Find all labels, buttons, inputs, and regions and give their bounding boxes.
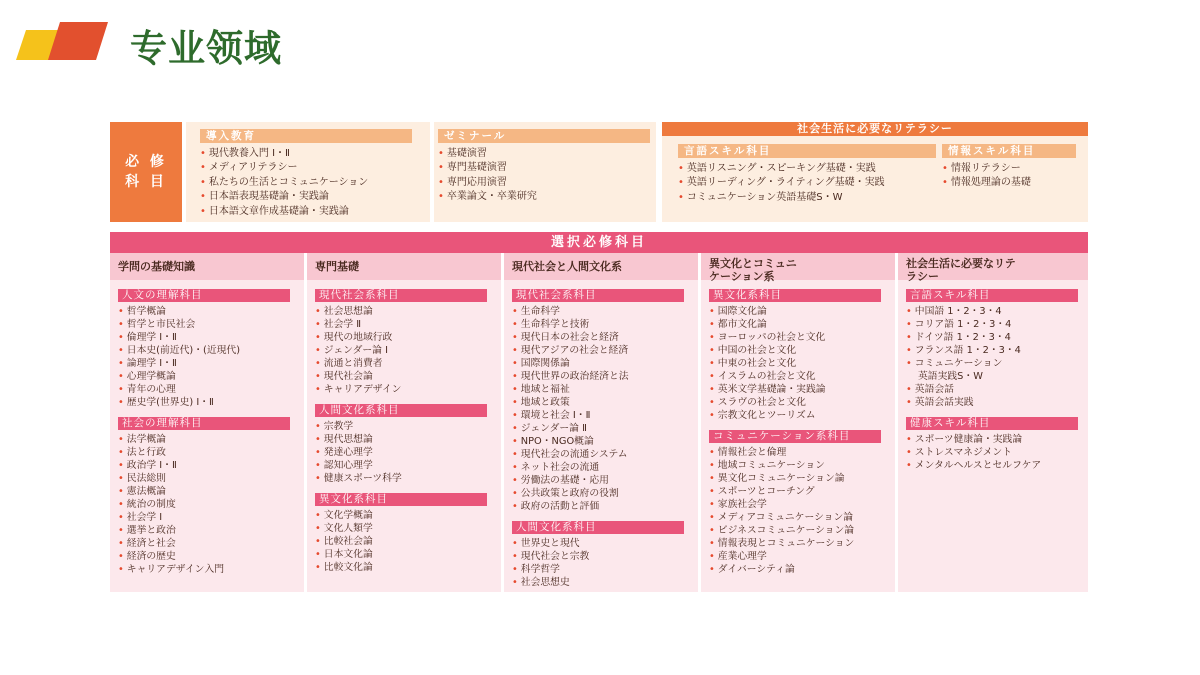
list-item: • ストレスマネジメント: [906, 446, 1088, 459]
list-item: • 世界史と現代: [512, 537, 698, 550]
list-item: • 日本語文章作成基礎論・実践論: [200, 205, 430, 219]
list-item: • 情報処理論の基礎: [942, 176, 1076, 190]
info-skill-group: [942, 144, 1076, 191]
group-heading: 健康スキル科目: [906, 417, 1078, 430]
list-item: • 公共政策と政府の役割: [512, 487, 698, 500]
group-heading: 異文化系科目: [315, 493, 487, 506]
list-item: • 情報表現とコミュニケーション: [709, 537, 895, 550]
list-item: • 私たちの生活とコミュニケーション: [200, 176, 430, 190]
list-item: • 英語会話実践: [906, 396, 1088, 409]
list-item: • 日本文化論: [315, 548, 501, 561]
elective-column-literacy: [898, 253, 1088, 592]
seminar-box: [434, 122, 656, 222]
list-item: • 宗教学: [315, 420, 501, 433]
list-item: • ドイツ語 1・2・3・4: [906, 331, 1088, 344]
list-item: • コミュニケーション: [906, 357, 1088, 370]
list-item: • 労働法の基礎・応用: [512, 474, 698, 487]
list-item: • 地域と福祉: [512, 383, 698, 396]
list-item: • 法学概論: [118, 433, 304, 446]
list-item: • 英語会話: [906, 383, 1088, 396]
list-item: • 憲法概論: [118, 485, 304, 498]
group-heading: 現代社会系科目: [512, 289, 684, 302]
group-list: [512, 305, 698, 513]
list-item: • スポーツ健康論・実践論: [906, 433, 1088, 446]
list-item: • キャリアデザイン: [315, 383, 501, 396]
intro-list: [200, 147, 430, 219]
list-item: • NPO・NGO概論: [512, 435, 698, 448]
list-item: • 中東の社会と文化: [709, 357, 895, 370]
group-list: [906, 433, 1088, 472]
list-item: • 選挙と政治: [118, 524, 304, 537]
list-item: • 政府の活動と評価: [512, 500, 698, 513]
list-item: • 心理学概論: [118, 370, 304, 383]
list-item: • 現代社会と宗教: [512, 550, 698, 563]
column-title: 異文化とコミュニケーション系: [701, 253, 895, 280]
list-item: • 国際文化論: [709, 305, 895, 318]
list-item: • 英語リスニング・スピーキング基礎・実践: [678, 162, 936, 176]
list-item: • 経済と社会: [118, 537, 304, 550]
list-item: • 現代思想論: [315, 433, 501, 446]
list-item: • 哲学概論: [118, 305, 304, 318]
list-item: • 論理学 Ⅰ・Ⅱ: [118, 357, 304, 370]
list-item: • 認知心理学: [315, 459, 501, 472]
list-item: • 健康スポーツ科学: [315, 472, 501, 485]
language-skill-list: [678, 162, 936, 205]
list-item: • 歴史学(世界史) Ⅰ・Ⅱ: [118, 396, 304, 409]
list-item: • 地域コミュニケーション: [709, 459, 895, 472]
intro-box: [186, 122, 430, 222]
logo-icon: [16, 22, 108, 62]
elective-heading: 選択必修科目: [110, 232, 1088, 253]
list-item: • 情報社会と倫理: [709, 446, 895, 459]
list-item: • 青年の心理: [118, 383, 304, 396]
list-item: • 社会思想論: [315, 305, 501, 318]
list-item: • 科学哲学: [512, 563, 698, 576]
list-item: • 都市文化論: [709, 318, 895, 331]
elective-column-society-culture: [504, 253, 698, 592]
list-item: • 比較文化論: [315, 561, 501, 574]
list-item: • 地域と政策: [512, 396, 698, 409]
required-label-line1: 必 修: [125, 154, 167, 170]
list-item: • 現代社会論: [315, 370, 501, 383]
group-heading: 現代社会系科目: [315, 289, 487, 302]
group-heading: コミュニケーション系科目: [709, 430, 881, 443]
curriculum-table: [110, 122, 1088, 592]
list-item: • 現代教養入門 Ⅰ・Ⅱ: [200, 147, 430, 161]
list-item: • ジェンダー論 Ⅰ: [315, 344, 501, 357]
list-item: • キャリアデザイン入門: [118, 563, 304, 576]
list-item: • 基礎演習: [438, 147, 656, 161]
group-list: [315, 305, 501, 396]
list-item: • 日本語表現基礎論・実践論: [200, 190, 430, 204]
list-item: • 民法総則: [118, 472, 304, 485]
literacy-box: [662, 136, 1088, 222]
list-item: • 情報リテラシー: [942, 162, 1076, 176]
list-item: • 中国語 1・2・3・4: [906, 305, 1088, 318]
list-item: • コミュニケーション英語基礎S・W: [678, 191, 936, 205]
list-item: • 統治の制度: [118, 498, 304, 511]
elective-column-intercultural: [701, 253, 895, 592]
list-item: • 生命科学: [512, 305, 698, 318]
column-title: 社会生活に必要なリテラシー: [898, 253, 1088, 280]
group-list: [709, 446, 895, 576]
list-item: • 社会思想史: [512, 576, 698, 589]
list-item: • 卒業論文・卒業研究: [438, 190, 656, 204]
literacy-heading: 社会生活に必要なリテラシー: [662, 122, 1088, 136]
group-list: [118, 433, 304, 576]
list-item: • 英語リーディング・ライティング基礎・実践: [678, 176, 936, 190]
group-heading: 人間文化系科目: [315, 404, 487, 417]
list-item: • 宗教文化とツーリズム: [709, 409, 895, 422]
list-item: • 社会学 Ⅰ: [118, 511, 304, 524]
seminar-heading: ゼミナール: [438, 129, 650, 143]
list-item: • メンタルヘルスとセルフケア: [906, 459, 1088, 472]
list-item: • 国際関係論: [512, 357, 698, 370]
list-item: • 経済の歴史: [118, 550, 304, 563]
group-heading: 人文の理解科目: [118, 289, 290, 302]
list-item: • イスラムの社会と文化: [709, 370, 895, 383]
language-skill-heading: 言語スキル科目: [678, 144, 936, 158]
list-item: • 現代社会の流通システム: [512, 448, 698, 461]
list-item: • 文化人類学: [315, 522, 501, 535]
list-item: • 現代アジアの社会と経済: [512, 344, 698, 357]
group-list: [315, 509, 501, 574]
list-item: • メディアコミュニケーション論: [709, 511, 895, 524]
list-item: • 専門基礎演習: [438, 161, 656, 175]
list-item: • 環境と社会 Ⅰ・Ⅱ: [512, 409, 698, 422]
column-title: 専門基礎: [307, 253, 501, 280]
group-list: [709, 305, 895, 422]
list-item: • 現代の地域行政: [315, 331, 501, 344]
list-item: 英語実践S・W: [918, 371, 983, 382]
column-title: 現代社会と人間文化系: [504, 253, 698, 280]
list-item: • 専門応用演習: [438, 176, 656, 190]
list-item: • 文化学概論: [315, 509, 501, 522]
list-item: • 産業心理学: [709, 550, 895, 563]
intro-heading: 導入教育: [200, 129, 412, 143]
group-list: [906, 305, 1088, 409]
list-item: • 中国の社会と文化: [709, 344, 895, 357]
elective-column-basic: [110, 253, 304, 592]
list-item: • フランス語 1・2・3・4: [906, 344, 1088, 357]
group-heading: 言語スキル科目: [906, 289, 1078, 302]
list-item: • ダイバーシティ論: [709, 563, 895, 576]
list-item: • 異文化コミュニケーション論: [709, 472, 895, 485]
list-item: • 比較社会論: [315, 535, 501, 548]
list-item: • 社会学 Ⅱ: [315, 318, 501, 331]
list-item: • ビジネスコミュニケーション論: [709, 524, 895, 537]
list-item: • 日本史(前近代)・(近現代): [118, 344, 304, 357]
page-title: 专业领域: [130, 26, 282, 70]
list-item: • 生命科学と技術: [512, 318, 698, 331]
list-item: • スラヴの社会と文化: [709, 396, 895, 409]
list-item: • 現代日本の社会と経済: [512, 331, 698, 344]
group-list: [118, 305, 304, 409]
list-item: • コリア語 1・2・3・4: [906, 318, 1088, 331]
group-heading: 人間文化系科目: [512, 521, 684, 534]
elective-column-specialty: [307, 253, 501, 592]
list-item: • 発達心理学: [315, 446, 501, 459]
list-item: • 英米文学基礎論・実践論: [709, 383, 895, 396]
language-skill-group: [678, 144, 936, 205]
list-item: • 法と行政: [118, 446, 304, 459]
list-item: • メディアリテラシー: [200, 161, 430, 175]
group-heading: 異文化系科目: [709, 289, 881, 302]
list-item: • ネット社会の流通: [512, 461, 698, 474]
column-title: 学問の基礎知識: [110, 253, 304, 280]
list-item: • 哲学と市民社会: [118, 318, 304, 331]
info-skill-list: [942, 162, 1076, 191]
group-heading: 社会の理解科目: [118, 417, 290, 430]
list-item: • 家族社会学: [709, 498, 895, 511]
required-label: [110, 122, 182, 222]
list-item: • 政治学 Ⅰ・Ⅱ: [118, 459, 304, 472]
list-item: • 流通と消費者: [315, 357, 501, 370]
list-item: • 現代世界の政治経済と法: [512, 370, 698, 383]
list-item: • 倫理学 Ⅰ・Ⅱ: [118, 331, 304, 344]
required-label-line2: 科 目: [125, 174, 167, 190]
seminar-list: [438, 147, 656, 205]
group-list: [512, 537, 698, 589]
info-skill-heading: 情報スキル科目: [942, 144, 1076, 158]
list-item: • スポーツとコーチング: [709, 485, 895, 498]
group-list: [315, 420, 501, 485]
list-item: • ヨーロッパの社会と文化: [709, 331, 895, 344]
list-item: • ジェンダー論 Ⅱ: [512, 422, 698, 435]
